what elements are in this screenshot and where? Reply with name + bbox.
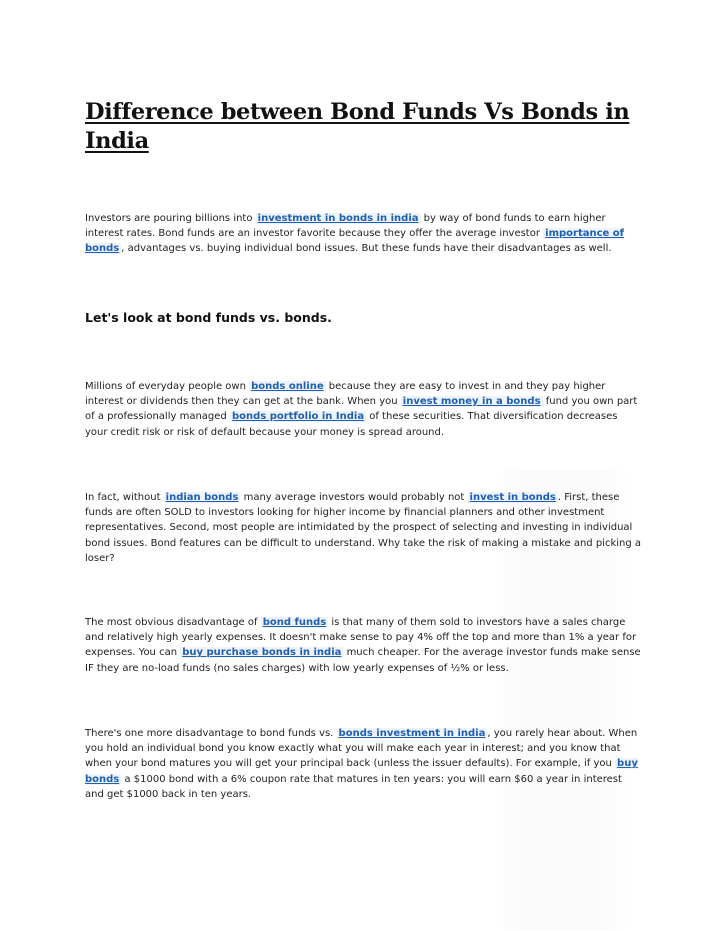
- text: a $1000 bond with a 6% coupon rate that matures in ten years: you will earn $60 a year in interest and get $1000 back in ten years.: [85, 773, 622, 800]
- text: much cheaper. For the average investor funds make sense IF they are no-load funds (no sales charges) with low yearly expenses of ½% or less.: [85, 647, 641, 674]
- text: because they are easy to invest in and they pay higher interest or dividends then they can get at the bank. When you: [85, 381, 606, 408]
- paragraph-intro: [85, 211, 641, 257]
- text: Millions of everyday people own: [85, 381, 250, 392]
- text: . First, these funds are often SOLD to investors looking for higher income by financial planners and other investment representatives. Second, most people are intimidated by the prospect of selecting and investing in individual bond issues. Bond features can be difficult to understand. Why take the risk of making a mistake and picking a loser?: [85, 492, 642, 564]
- text: , advantages vs. buying individual bond issues. But these funds have their disadvantages as well.: [121, 243, 612, 255]
- text: many average investors would probably not: [240, 492, 468, 503]
- link-importance-of-bonds[interactable]: importance of bonds: [85, 228, 625, 255]
- link-indian-bonds[interactable]: indian bonds: [165, 492, 239, 503]
- text: fund you own part of a professionally managed: [85, 396, 638, 423]
- paragraph-bond-funds: [85, 615, 641, 676]
- text: by way of bond funds to earn higher interest rates. Bond funds are an investor favorite because they offer the average investor: [85, 213, 606, 240]
- text: , you rarely hear about. When you hold an individual bond you know exactly what you will make each year in interest; and you know that when your bond matures you will get your principal back (unless the issuer defaults). For example, if you: [85, 728, 638, 770]
- text: of these securities. That diversification decreases your credit risk or risk of default because your money is spread around.: [85, 411, 618, 438]
- link-buy-bonds[interactable]: buy bonds: [85, 758, 638, 785]
- link-investment-in-bonds-in-india[interactable]: investment in bonds in india: [257, 213, 419, 224]
- paragraph-indian-bonds: [85, 490, 641, 566]
- link-bonds-investment-in-india[interactable]: bonds investment in india: [338, 728, 486, 739]
- link-invest-money-in-a-bonds[interactable]: invest money in a bonds: [402, 396, 541, 408]
- paragraph-bonds-online: [85, 379, 641, 440]
- text: The most obvious disadvantage of: [85, 617, 261, 628]
- paragraph-bonds-investment: [85, 726, 641, 802]
- text: Investors are pouring billions into: [85, 213, 256, 224]
- link-invest-in-bonds[interactable]: invest in bonds: [469, 492, 556, 503]
- link-buy-purchase-bonds-in-india[interactable]: buy purchase bonds in india: [182, 647, 342, 659]
- link-bonds-online[interactable]: bonds online: [251, 381, 324, 392]
- link-bonds-portfolio-in-india[interactable]: bonds portfolio in India: [231, 411, 365, 423]
- section-subheading: Let's look at bond funds vs. bonds.: [85, 310, 332, 325]
- text: is that many of them sold to investors have a sales charge and relatively high yearly expenses. It doesn't make sense to pay 4% off the top and more than 1% a year for expenses. You can: [85, 617, 637, 659]
- page-title: Difference between Bond Funds Vs Bonds in India: [85, 99, 630, 154]
- text: There's one more disadvantage to bond funds vs.: [85, 728, 337, 739]
- link-bond-funds[interactable]: bond funds: [262, 617, 327, 628]
- text: In fact, without: [85, 492, 164, 503]
